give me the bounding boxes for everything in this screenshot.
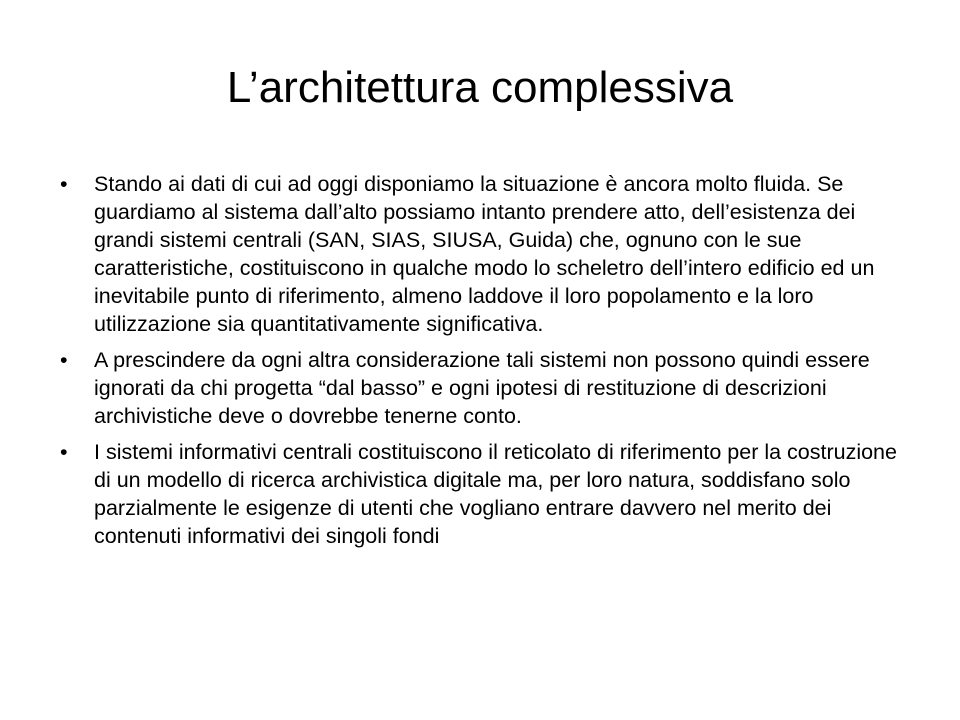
bullet-item <box>60 438 900 550</box>
bullet-item <box>60 346 900 430</box>
bullet-text: I sistemi informativi centrali costituiscono il reticolato di riferimento per la costruzione di un modello di ricerca archivistica digitale ma, per loro natura, soddisfano solo parzialmente le esigenze di utenti che vogliano entrare davvero nel merito dei contenuti informativi dei singoli fondi <box>94 440 897 548</box>
bullet-list <box>60 170 900 558</box>
slide-title: L’architettura complessiva <box>226 63 734 112</box>
bullet-item <box>60 170 900 338</box>
bullet-icon: • <box>60 348 68 372</box>
bullet-icon: • <box>60 172 68 196</box>
bullet-icon: • <box>60 440 68 464</box>
bullet-text: Stando ai dati di cui ad oggi disponiamo la situazione è ancora molto fluida. Se guardiamo al sistema dall’alto possiamo intanto prendere atto, dell’esistenza dei grandi sistemi centrali (SAN, SIAS, SIUSA, Guida) che, ognuno con le sue caratteristiche, costituiscono in qualche modo lo scheletro dell’intero edificio ed un inevitabile punto di riferimento, almeno laddove il loro popolamento e la loro utilizzazione sia quantitativamente significativa. <box>94 172 875 336</box>
bullet-text: A prescindere da ogni altra considerazione tali sistemi non possono quindi essere ignorati da chi progetta “dal basso” e ogni ipotesi di restituzione di descrizioni archivistiche deve o dovrebbe tenerne conto. <box>94 348 870 428</box>
